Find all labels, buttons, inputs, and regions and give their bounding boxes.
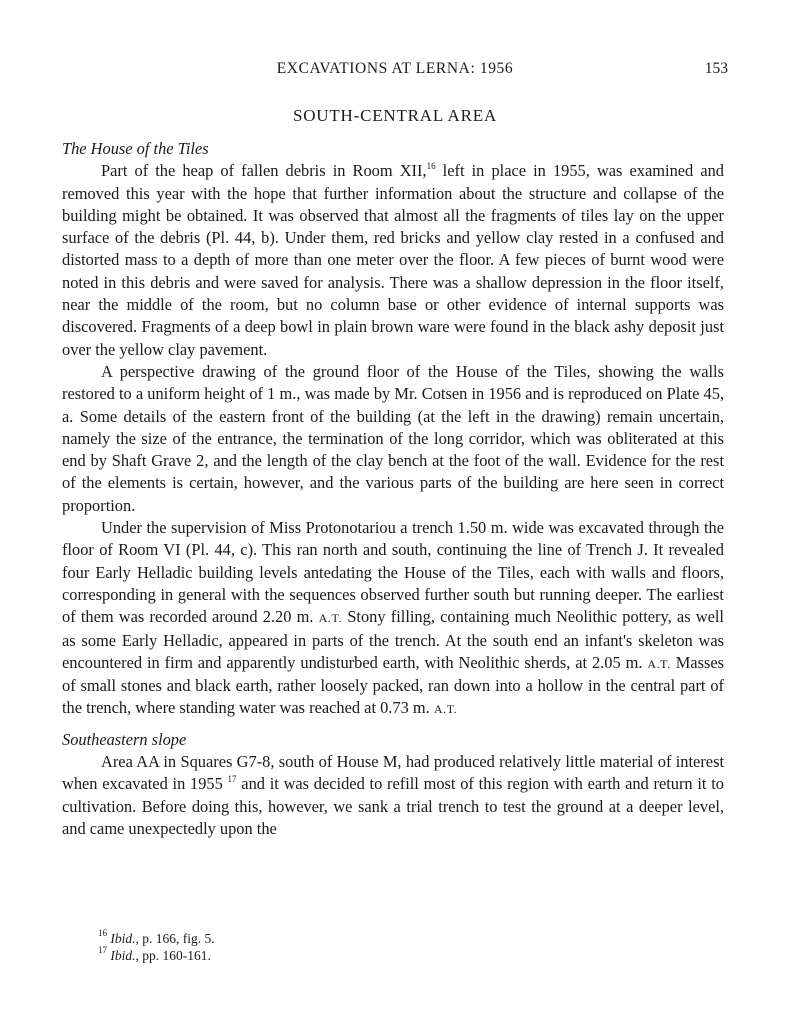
footnote-17 [98, 947, 698, 964]
paragraph-4-text-b: and it was decided to refill most of this region with earth and return it to cultivation. Before doing this, however, we sank a trial trench to test the ground at a deeper level, and came unexpectedly upon the [62, 774, 724, 838]
running-title: EXCAVATIONS AT LERNA: 1956 [276, 60, 514, 77]
subheading-house-of-the-tiles: The House of the Tiles [62, 139, 209, 158]
above-datum-abbr: A.T. [647, 656, 671, 671]
above-datum-abbr: A.T. [318, 611, 343, 626]
footnote-text: , p. 166, fig. 5. [135, 931, 215, 946]
subheading-southeastern-slope: Southeastern slope [62, 729, 187, 749]
paragraph-1-text-b: left in place in 1955, was examined and removed this year with the hope that further information about the structure and collapse of the building might be obtained. It was observed that almost all the fragments of tiles lay on the upper surface of the debris (Pl. 44, b). Under them, red bricks and yellow clay rested in a confused and distorted mass to a depth of more than one meter over the floor. A few pieces of burnt wood were noted in this debris and were saved for analysis. There was a shallow depression in the floor itself, near the middle of the room, but no column base or other evidence of internal supports was discovered. Fragments of a deep bowl in plain brown ware were found in the black ashy deposit just over the yellow clay pavement. [62, 161, 724, 359]
footnote-ibid: Ibid. [110, 948, 136, 963]
footnote-text: , pp. 160-161. [135, 948, 211, 963]
paragraph-4 [62, 751, 724, 840]
section-title: SOUTH-CENTRAL AREA [292, 106, 498, 125]
paragraph-3-text-c: Masses of small stones and black earth, rather loosely packed, ran down into a hollow in the central part of the trench, where standing water was reached at 0.73 m. [62, 652, 724, 718]
footnote-ref-17: 17 [227, 774, 237, 785]
footnote-number: 17 [98, 945, 107, 955]
footnotes [98, 930, 698, 964]
footnote-16 [98, 930, 698, 947]
body-text [62, 138, 724, 840]
paragraph-3-text-a: Under the supervision of Miss Protonotariou a trench 1.50 m. wide was excavated through the floor of Room VI (Pl. 44, c). This ran north and south, continuing the line of Trench J. It revealed four Early Helladic building levels antedating the House of the Tiles, each with walls and floors, corresponding in general with the sequences observed further south but running deeper. The earliest of them was recorded around 2.20 m. [62, 518, 724, 627]
running-head [62, 60, 728, 82]
footnote-number: 16 [98, 928, 107, 938]
paragraph-3-text-b: Stony filling, containing much Neolithic pottery, as well as some Early Helladic, appeared in parts of the trench. At the south end an infant's skeleton was encountered in firm and apparently undisturbed earth, with Neolithic sherds, at 2.05 m. [62, 607, 724, 672]
above-datum-abbr: A.T. [433, 702, 458, 717]
page-number: 153 [704, 60, 728, 77]
paragraph-1 [62, 160, 724, 361]
paragraph-3 [62, 517, 724, 721]
footnote-ibid: Ibid. [110, 931, 136, 946]
paragraph-4-text-a: Area AA in Squares G7-8, south of House M, had produced relatively little material of interest when excavated in 1955 [62, 752, 724, 794]
paragraph-2: A perspective drawing of the ground floor of the House of the Tiles, showing the walls restored to a uniform height of 1 m., was made by Mr. Cotsen in 1956 and is reproduced on Plate 45, a. Some details of the eastern front of the building (at the left in the drawing) remain uncertain, namely the size of the entrance, the termination of the long corridor, which was obliterated at this end by Shaft Grave 2, and the length of the clay bench at the foot of the wall. Evidence for the rest of the elements is certain, however, and the various parts of the building are here seen in correct proportion. [62, 361, 724, 515]
paragraph-1-text-a: Part of the heap of fallen debris in Room XII, [101, 161, 427, 181]
footnote-ref-16: 16 [426, 161, 436, 172]
